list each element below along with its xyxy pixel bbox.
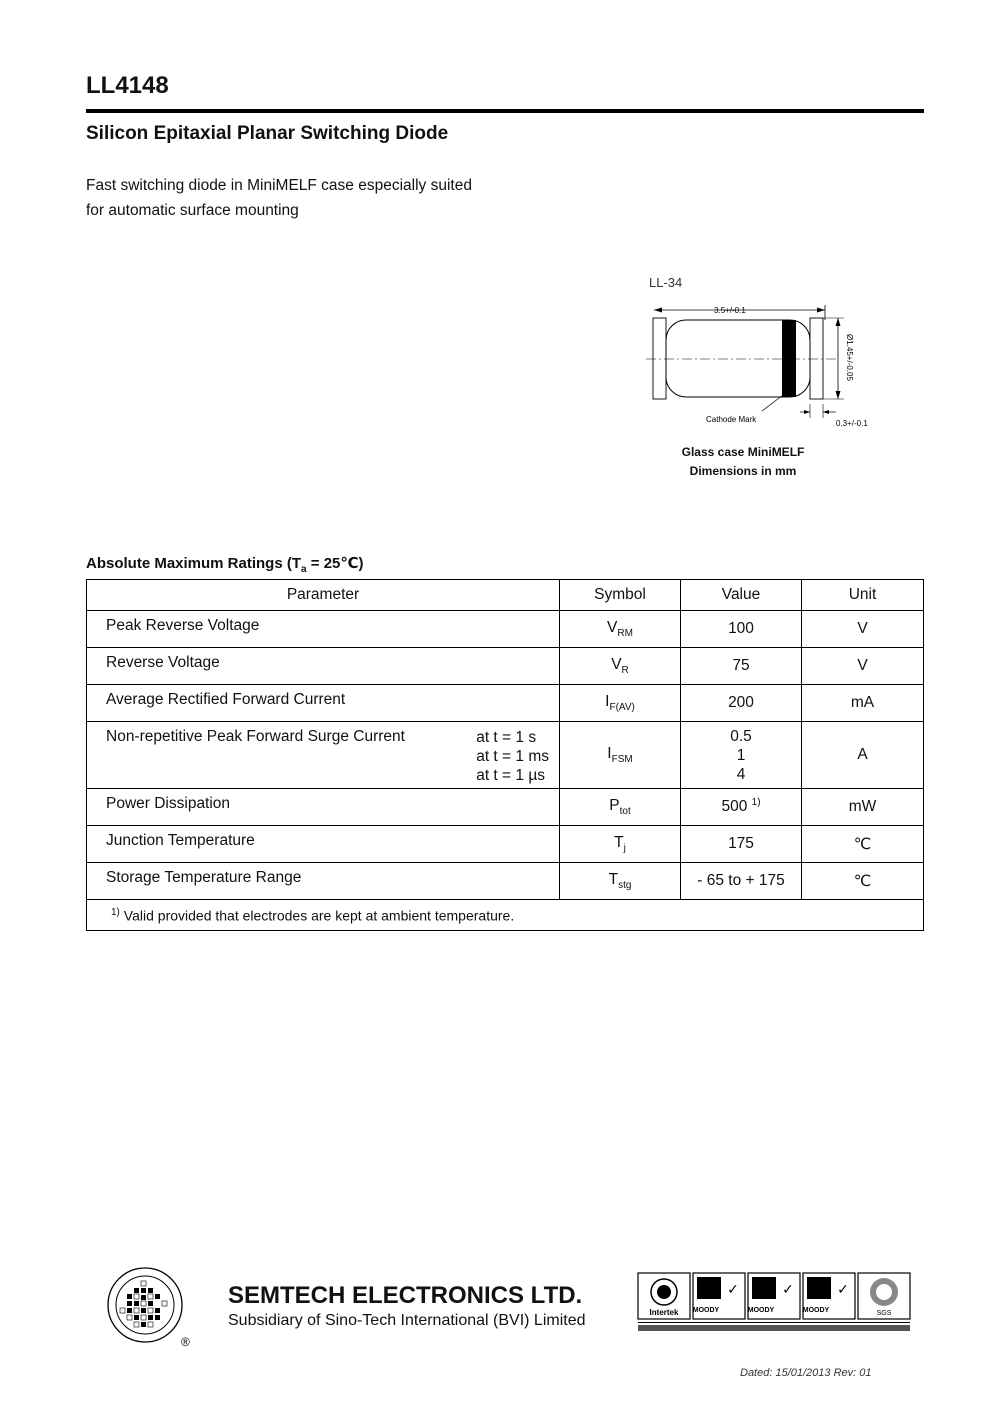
package-caption-2: Dimensions in mm: [689, 464, 797, 478]
symbol-cell: $V_R$: [560, 648, 681, 685]
parameter-cell: Peak Reverse Voltage: [87, 611, 560, 648]
svg-text:SGS: SGS: [876, 1310, 892, 1317]
ratings-heading: Absolute Maximum Ratings ($T_a$ = 25℃): [86, 555, 364, 575]
footer-date: Dated: 15/01/2013 Rev: 01: [740, 1367, 872, 1379]
svg-text:MOODY: MOODY: [692, 1307, 720, 1314]
value-cell: 0.5 1 4: [681, 722, 802, 789]
table-row: [87, 863, 924, 900]
surge-conditions: at t = 1 s at t = 1 ms at t = 1 µs: [476, 729, 549, 784]
symbol-cell: $V_{RM}$: [560, 611, 681, 648]
table-row: [87, 648, 924, 685]
footnote: $^{1)}$ Valid provided that electrodes are kept at ambient temperature.: [87, 900, 924, 931]
value-cell: 100: [681, 611, 802, 648]
parameter-cell: Power Dissipation: [87, 789, 560, 826]
table-row: [87, 685, 924, 722]
moody-badge: [803, 1273, 855, 1319]
parameter-cell: Junction Temperature: [87, 826, 560, 863]
parameter-cell: Reverse Voltage: [87, 648, 560, 685]
symbol-cell: $I_{FSM}$: [560, 722, 681, 789]
parameter-cell: Average Rectified Forward Current: [87, 685, 560, 722]
subtitle: Silicon Epitaxial Planar Switching Diode: [86, 123, 449, 144]
symbol-cell: $T_j$: [560, 826, 681, 863]
certification-badges: [637, 1272, 912, 1334]
company-subsidiary: Subsidiary of Sino-Tech International (BVI) Limited: [228, 1312, 586, 1329]
moody-badge: [693, 1273, 745, 1319]
semtech-logo: [105, 1264, 200, 1350]
diameter-dimension: Ø1.45+/-0.05: [845, 334, 854, 381]
part-number-title: LL4148: [86, 72, 169, 99]
symbol-cell: $I_{F(AV)}$: [560, 685, 681, 722]
unit-cell: mW: [802, 789, 924, 826]
svg-text:MOODY: MOODY: [802, 1307, 830, 1314]
description-line-2: for automatic surface mounting: [86, 202, 299, 219]
title-rule: [86, 109, 924, 113]
unit-cell: V: [802, 648, 924, 685]
value-cell: 75: [681, 648, 802, 685]
package-caption-1: Glass case MiniMELF: [681, 445, 805, 459]
unit-cell: V: [802, 611, 924, 648]
unit-cell: mA: [802, 685, 924, 722]
sgs-badge: [858, 1273, 910, 1319]
table-row: [87, 722, 924, 789]
table-row: [87, 826, 924, 863]
column-header-value: Value: [681, 580, 802, 611]
parameter-cell: [87, 722, 560, 789]
description-line-1: Fast switching diode in MiniMELF case especially suited: [86, 177, 472, 194]
company-name: SEMTECH ELECTRONICS LTD.: [228, 1282, 583, 1309]
table-row: [87, 611, 924, 648]
value-cell: - 65 to + 175: [681, 863, 802, 900]
table-row: [87, 789, 924, 826]
package-name: LL-34: [649, 275, 683, 290]
intertek-badge: [638, 1273, 690, 1319]
table-header-row: [87, 580, 924, 611]
svg-text:MOODY: MOODY: [747, 1307, 775, 1314]
column-header-parameter: Parameter: [87, 580, 560, 611]
value-cell: 200: [681, 685, 802, 722]
ratings-table: [86, 579, 924, 931]
svg-text:✓: ✓: [837, 1282, 849, 1298]
svg-text:Intertek: Intertek: [649, 1308, 679, 1317]
surge-parameter-label: Non-repetitive Peak Forward Surge Current: [106, 728, 405, 745]
value-cell: 500 $^{1)}$: [681, 789, 802, 826]
length-dimension: 3.5+/-0.1: [714, 306, 746, 315]
package-drawing: [640, 272, 880, 437]
unit-cell: ℃: [802, 826, 924, 863]
parameter-cell: Storage Temperature Range: [87, 863, 560, 900]
cathode-mark-label: Cathode Mark: [706, 415, 757, 424]
symbol-cell: $T_{stg}$: [560, 863, 681, 900]
footnote-row: [87, 900, 924, 931]
unit-cell: A: [802, 722, 924, 789]
moody-badge: [748, 1273, 800, 1319]
unit-cell: ℃: [802, 863, 924, 900]
column-header-unit: Unit: [802, 580, 924, 611]
symbol-cell: $P_{tot}$: [560, 789, 681, 826]
cathode-band: [782, 320, 796, 397]
band-dimension: 0.3+/-0.1: [836, 419, 868, 428]
value-cell: 175: [681, 826, 802, 863]
registered-mark: ®: [181, 1335, 190, 1349]
column-header-symbol: Symbol: [560, 580, 681, 611]
svg-text:✓: ✓: [727, 1282, 739, 1298]
svg-text:✓: ✓: [782, 1282, 794, 1298]
